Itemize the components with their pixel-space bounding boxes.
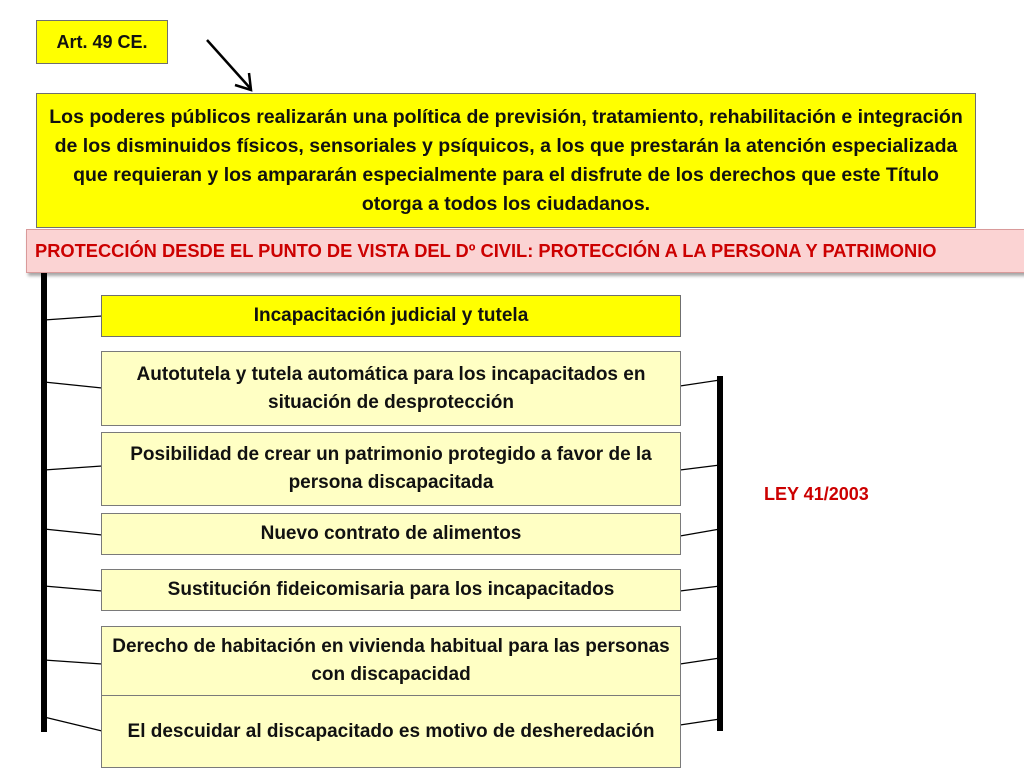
right-tick-4 xyxy=(680,586,720,591)
item-derecho-habitacion xyxy=(101,626,681,696)
left-tick-3 xyxy=(44,466,102,470)
item-text: Sustitución fideicomisaria para los incapacitados xyxy=(167,579,615,600)
right-tick-5 xyxy=(680,658,720,664)
right-tick-2 xyxy=(680,465,720,470)
item-autotutela xyxy=(101,351,681,426)
item-desheredacion xyxy=(101,695,681,768)
right-tick-1 xyxy=(680,380,720,386)
item-sustitucion-fideicomisaria xyxy=(101,569,681,611)
left-tick-4 xyxy=(44,529,102,535)
item-contrato-alimentos xyxy=(101,513,681,555)
right-tick-6 xyxy=(680,719,720,725)
item-text: El descuidar al discapacitado es motivo de desheredación xyxy=(127,720,655,742)
item-patrimonio-protegido xyxy=(101,432,681,506)
pointer-arrow xyxy=(207,40,250,88)
item-text: Nuevo contrato de alimentos xyxy=(260,523,522,544)
right-tick-3 xyxy=(680,529,720,536)
left-tick-1 xyxy=(44,316,102,320)
item-text: Derecho de habitación en vivienda habitual para las personas con discapacidad xyxy=(112,636,670,685)
left-tick-5 xyxy=(44,586,102,591)
item-text: Posibilidad de crear un patrimonio protegido a favor de la persona discapacitada xyxy=(130,444,652,493)
left-tick-2 xyxy=(44,382,102,388)
law-label: LEY 41/2003 xyxy=(764,484,869,504)
item-text: Autotutela y tutela automática para los incapacitados en situación de desprotección xyxy=(136,363,646,413)
left-tick-7 xyxy=(44,717,102,731)
item-text: Incapacitación judicial y tutela xyxy=(253,305,529,326)
constitution-quote-text: Los poderes públicos realizarán una política de previsión, tratamiento, rehabilitación e integración de los disminuidos físicos, sensoriales y psíquicos, a los que prestarán la atención especializada que requieran y los ampararán especialmente para el disfrute de los derechos que este Título otorga a todos los ciudadanos. xyxy=(49,105,963,215)
constitution-quote-box xyxy=(36,93,976,228)
left-tick-6 xyxy=(44,660,102,664)
article-label-text: Art. 49 CE. xyxy=(56,31,148,52)
item-incapacitacion xyxy=(101,295,681,337)
civil-protection-banner-text: PROTECCIÓN DESDE EL PUNTO DE VISTA DEL Dº CIVIL: PROTECCIÓN A LA PERSONA Y PATRIMONIO xyxy=(35,240,937,261)
article-label xyxy=(36,20,168,64)
civil-protection-banner xyxy=(26,229,1024,273)
